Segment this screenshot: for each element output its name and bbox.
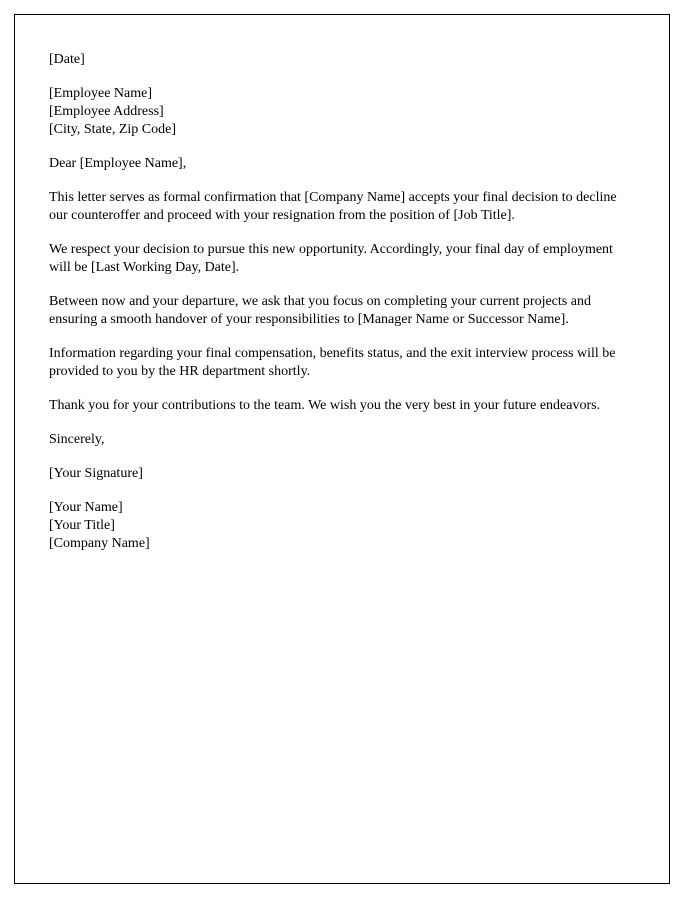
recipient-address-line: [Employee Address] [49,104,164,119]
signature-block [49,499,635,553]
recipient-address-block [49,85,635,139]
body-paragraph-5: Thank you for your contributions to the team. We wish you the very best in your future endeavors. [49,398,601,413]
salutation-line: Dear [Employee Name], [49,156,187,171]
body-paragraph-2: We respect your decision to pursue this new opportunity. Accordingly, your final day of employment will be [Last Working Day, Date]. [49,242,613,275]
body-paragraph-4: Information regarding your final compensation, benefits status, and the exit interview process will be provided to you by the HR department shortly. [49,346,616,379]
signature-placeholder-line: [Your Signature] [49,466,143,481]
date-line: [Date] [49,52,85,67]
recipient-city-state-zip-line: [City, State, Zip Code] [49,122,177,137]
recipient-name-line: [Employee Name] [49,86,153,101]
signer-title-line: [Your Title] [49,518,115,533]
signer-name-line: [Your Name] [49,500,123,515]
closing-line: Sincerely, [49,432,105,447]
signer-company-line: [Company Name] [49,536,150,551]
body-paragraph-1: This letter serves as formal confirmation that [Company Name] accepts your final decision to decline our counteroffer and proceed with your resignation from the position of [Job Title]. [49,190,617,223]
letter-page [14,14,670,884]
body-paragraph-3: Between now and your departure, we ask that you focus on completing your current projects and ensuring a smooth handover of your responsibilities to [Manager Name or Successor Name]. [49,294,591,327]
